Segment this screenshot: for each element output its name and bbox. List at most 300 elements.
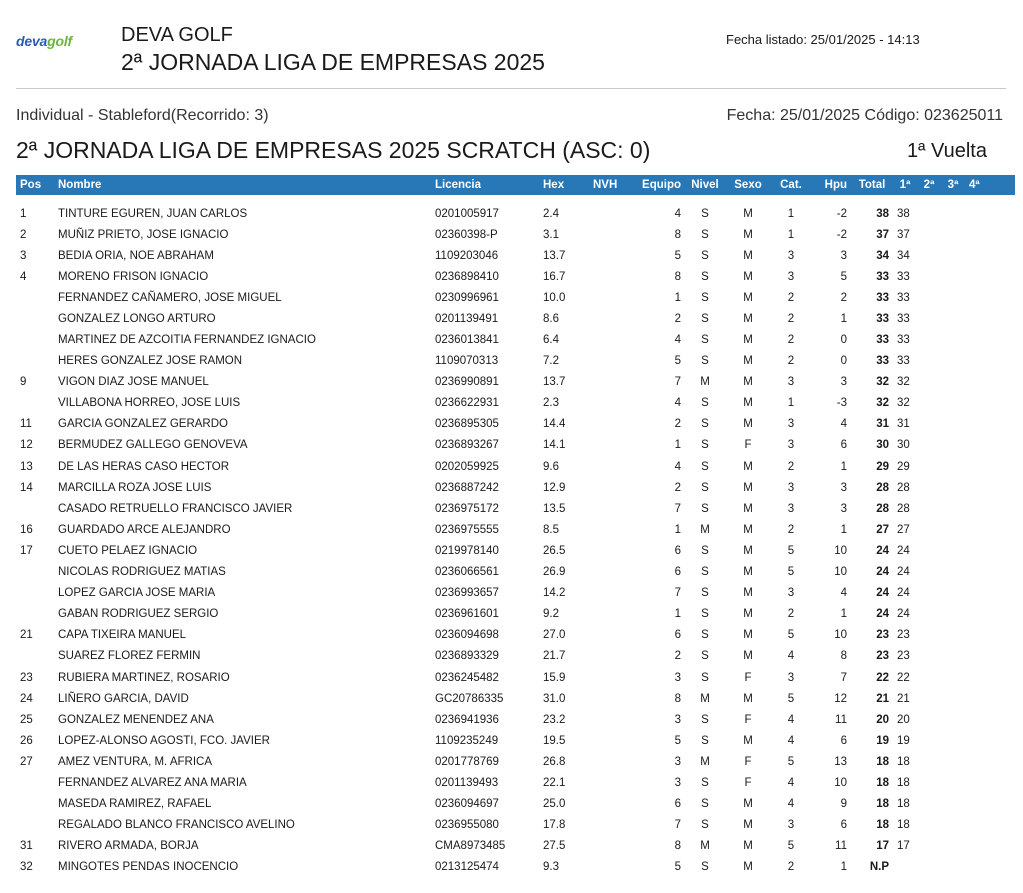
table-row	[16, 836, 1015, 857]
cell-nombre: LOPEZ-ALONSO AGOSTI, FCO. JAVIER	[58, 734, 270, 747]
date-and-code: Fecha: 25/01/2025 Código: 023625011	[726, 107, 1003, 124]
cell-nombre: MUÑIZ PRIETO, JOSE IGNACIO	[58, 228, 229, 241]
cell-hpu: 9	[840, 798, 847, 811]
cell-equipo: 4	[674, 397, 681, 410]
cell-cat: 2	[787, 355, 795, 368]
cell-nvh	[589, 815, 629, 836]
cell-r2	[917, 477, 941, 498]
cell-r3	[941, 287, 965, 308]
cell-nvh	[589, 604, 629, 625]
cell-sexo: M	[743, 861, 753, 874]
cell-sexo: M	[743, 587, 753, 600]
cell-sexo: M	[743, 355, 753, 368]
cell-pos: 32	[20, 861, 33, 874]
cell-nombre: BEDIA ORIA, NOE ABRAHAM	[58, 249, 214, 262]
deva-golf-logo: devagolf	[16, 33, 72, 49]
cell-hex: 2.4	[543, 207, 559, 220]
cell-equipo: 1	[674, 608, 681, 621]
cell-nivel: S	[701, 608, 709, 621]
cell-r4	[965, 604, 1015, 625]
cell-hex: 14.1	[543, 439, 566, 452]
cell-r3	[941, 414, 965, 435]
cell-licencia: 02360398-P	[435, 228, 498, 241]
column-header-nombre: Nombre	[54, 175, 431, 195]
cell-total: 38	[876, 207, 889, 220]
cell-equipo: 3	[674, 776, 681, 789]
cell-nombre: RIVERO ARMADA, BORJA	[58, 840, 199, 853]
cell-cat: 5	[787, 544, 795, 557]
cell-pos	[16, 498, 54, 519]
cell-pos: 1	[20, 207, 27, 220]
cell-nivel: S	[701, 776, 709, 789]
cell-r1: 19	[897, 734, 910, 747]
cell-total: 21	[876, 692, 889, 705]
cell-r2	[917, 815, 941, 836]
cell-equipo: 2	[674, 312, 681, 325]
cell-hpu: 11	[835, 840, 847, 853]
cell-total: 33	[876, 270, 889, 283]
cell-nivel: S	[701, 544, 709, 557]
cell-r1	[893, 857, 917, 878]
cell-r1: 37	[897, 228, 910, 241]
cell-r3	[941, 477, 965, 498]
cell-hex: 6.4	[543, 334, 559, 347]
cell-nivel: S	[701, 629, 709, 642]
cell-nivel: S	[701, 587, 709, 600]
cell-hex: 9.6	[543, 460, 559, 473]
column-header-r2: 2ª	[917, 175, 941, 195]
cell-nombre: MORENO FRISON IGNACIO	[58, 270, 209, 283]
cell-total: 24	[876, 544, 889, 557]
cell-licencia: 0213125474	[435, 861, 499, 874]
cell-nvh	[589, 730, 629, 751]
cell-nivel: S	[701, 481, 709, 494]
cell-licencia: 0236066561	[435, 566, 499, 579]
cell-hpu: 10	[834, 544, 847, 557]
cell-cat: 3	[787, 418, 795, 431]
cell-r2	[917, 794, 941, 815]
cell-r4	[965, 519, 1015, 540]
cell-hpu: 3	[840, 502, 847, 515]
cell-pos: 12	[20, 439, 33, 452]
cell-cat: 3	[787, 587, 795, 600]
table-row	[16, 245, 1015, 266]
cell-total: 17	[876, 840, 889, 853]
cell-hpu: 2	[840, 291, 847, 304]
cell-r3	[941, 646, 965, 667]
cell-cat: 4	[787, 650, 795, 663]
cell-licencia: 1109203046	[435, 249, 499, 262]
cell-hpu: 3	[840, 376, 847, 389]
cell-r1: 24	[897, 544, 910, 557]
cell-nivel: S	[701, 671, 709, 684]
cell-nombre: BERMUDEZ GALLEGO GENOVEVA	[58, 439, 248, 452]
cell-equipo: 4	[674, 334, 681, 347]
cell-hex: 3.1	[543, 228, 559, 241]
cell-r1: 32	[897, 397, 910, 410]
cell-hpu: 3	[840, 481, 847, 494]
cell-nvh	[589, 562, 629, 583]
cell-r2	[917, 266, 941, 287]
listing-date: Fecha listado: 25/01/2025 - 14:13	[726, 32, 920, 47]
table-row	[16, 583, 1015, 604]
cell-nvh	[589, 308, 629, 329]
cell-nvh	[589, 224, 629, 245]
cell-hex: 13.7	[543, 249, 566, 262]
cell-nvh	[589, 393, 629, 414]
cell-nombre: MARTINEZ DE AZCOITIA FERNANDEZ IGNACIO	[58, 334, 316, 347]
column-header-pos: Pos	[16, 175, 54, 195]
column-header-equipo: Equipo	[629, 175, 685, 195]
cell-nvh	[589, 351, 629, 372]
cell-r2	[917, 393, 941, 414]
cell-nombre: LIÑERO GARCIA, DAVID	[58, 692, 189, 705]
round-label: 1ª Vuelta	[906, 140, 987, 162]
cell-pos: 4	[20, 270, 27, 283]
cell-r4	[965, 414, 1015, 435]
cell-cat: 5	[787, 692, 795, 705]
cell-hpu: 1	[840, 312, 847, 325]
cell-r1: 23	[897, 650, 910, 663]
cell-total: 22	[876, 671, 889, 684]
cell-hpu: 11	[835, 713, 847, 726]
cell-pos: 31	[20, 840, 33, 853]
cell-sexo: M	[743, 249, 753, 262]
cell-cat: 1	[787, 397, 795, 410]
cell-hex: 19.5	[543, 734, 566, 747]
cell-pos: 26	[20, 734, 33, 747]
cell-sexo: M	[743, 734, 753, 747]
cell-total: 19	[876, 734, 889, 747]
cell-r4	[965, 287, 1015, 308]
cell-nvh	[589, 667, 629, 688]
cell-hpu: 6	[840, 819, 847, 832]
cell-hex: 25.0	[543, 798, 566, 811]
cell-total: 24	[876, 608, 889, 621]
table-row	[16, 435, 1015, 456]
cell-r3	[941, 730, 965, 751]
cell-licencia: 0201005917	[435, 207, 499, 220]
cell-cat: 1	[787, 228, 795, 241]
cell-r4	[965, 646, 1015, 667]
cell-pos: 17	[20, 544, 33, 557]
cell-licencia: 0201778769	[435, 755, 499, 768]
cell-hex: 23.2	[543, 713, 566, 726]
cell-cat: 2	[787, 523, 795, 536]
cell-licencia: 0236898410	[435, 270, 499, 283]
cell-total: 28	[876, 481, 889, 494]
cell-sexo: F	[744, 713, 752, 726]
cell-r2	[917, 224, 941, 245]
cell-pos: 24	[20, 692, 33, 705]
cell-nombre: CAPA TIXEIRA MANUEL	[58, 629, 187, 642]
table-row	[16, 562, 1015, 583]
cell-r2	[917, 583, 941, 604]
cell-r4	[965, 540, 1015, 561]
cell-equipo: 2	[674, 650, 681, 663]
cell-pos: 13	[20, 460, 33, 473]
cell-total: 34	[876, 249, 889, 262]
cell-nivel: S	[701, 861, 709, 874]
cell-licencia: 0236887242	[435, 481, 499, 494]
table-row	[16, 372, 1015, 393]
table-row	[16, 519, 1015, 540]
cell-r2	[917, 435, 941, 456]
cell-r2	[917, 329, 941, 350]
cell-hex: 26.9	[543, 566, 566, 579]
cell-nombre: NICOLAS RODRIGUEZ MATIAS	[58, 566, 226, 579]
cell-cat: 5	[787, 840, 795, 853]
cell-pos: 3	[20, 249, 27, 262]
table-row	[16, 224, 1015, 245]
cell-equipo: 1	[674, 439, 681, 452]
cell-total: 32	[876, 376, 889, 389]
cell-r3	[941, 604, 965, 625]
cell-r1: 33	[897, 270, 910, 283]
cell-r4	[965, 498, 1015, 519]
cell-nombre: TINTURE EGUREN, JUAN CARLOS	[58, 207, 248, 220]
cell-hpu: 8	[840, 650, 847, 663]
cell-sexo: M	[743, 650, 753, 663]
cell-hpu: -2	[836, 228, 847, 241]
table-row	[16, 456, 1015, 477]
cell-hpu: 4	[840, 587, 847, 600]
cell-nvh	[589, 456, 629, 477]
cell-total: 18	[876, 755, 889, 768]
cell-r2	[917, 498, 941, 519]
cell-licencia: 0236961601	[435, 608, 499, 621]
cell-r2	[917, 688, 941, 709]
cell-r2	[917, 372, 941, 393]
cell-hex: 9.3	[543, 861, 559, 874]
cell-nombre: FERNANDEZ CAÑAMERO, JOSE MIGUEL	[58, 291, 282, 304]
cell-nivel: S	[701, 566, 709, 579]
cell-nivel: S	[701, 439, 709, 452]
cell-r1: 28	[897, 481, 910, 494]
cell-licencia: 0230996961	[435, 291, 499, 304]
table-row	[16, 751, 1015, 772]
table-row	[16, 308, 1015, 329]
cell-equipo: 7	[674, 819, 681, 832]
cell-sexo: M	[743, 502, 753, 515]
cell-r1: 20	[897, 713, 910, 726]
cell-hex: 15.9	[543, 671, 566, 684]
cell-hex: 8.6	[543, 312, 559, 325]
cell-equipo: 1	[674, 523, 681, 536]
cell-licencia: 0236622931	[435, 397, 499, 410]
cell-hex: 7.2	[543, 355, 559, 368]
cell-r3	[941, 583, 965, 604]
cell-r4	[965, 836, 1015, 857]
cell-pos	[16, 583, 54, 604]
results-header	[16, 175, 1015, 195]
cell-licencia: 0236941936	[435, 713, 499, 726]
cell-nombre: GARCIA GONZALEZ GERARDO	[58, 418, 228, 431]
cell-pos	[16, 308, 54, 329]
cell-hex: 17.8	[543, 819, 566, 832]
table-row	[16, 266, 1015, 287]
cell-equipo: 3	[674, 755, 681, 768]
cell-nombre: RUBIERA MARTINEZ, ROSARIO	[58, 671, 230, 684]
column-header-cat: Cat.	[771, 175, 811, 195]
cell-nvh	[589, 498, 629, 519]
cell-sexo: F	[744, 755, 752, 768]
cell-equipo: 1	[674, 291, 681, 304]
cell-hex: 10.0	[543, 291, 566, 304]
cell-total: 28	[876, 502, 889, 515]
cell-equipo: 8	[674, 840, 681, 853]
cell-pos	[16, 329, 54, 350]
cell-licencia: 0236094697	[435, 798, 499, 811]
table-row	[16, 477, 1015, 498]
cell-nvh	[589, 794, 629, 815]
cell-licencia: 0219978140	[435, 544, 499, 557]
cell-hpu: 3	[840, 249, 847, 262]
cell-nombre: GUARDADO ARCE ALEJANDRO	[58, 523, 231, 536]
table-row	[16, 667, 1015, 688]
cell-r4	[965, 195, 1015, 224]
cell-licencia: 0236094698	[435, 629, 499, 642]
cell-pos	[16, 351, 54, 372]
table-row	[16, 498, 1015, 519]
cell-hpu: 1	[840, 608, 847, 621]
cell-sexo: M	[743, 418, 753, 431]
cell-equipo: 2	[674, 481, 681, 494]
cell-total: 18	[876, 819, 889, 832]
column-header-total: Total	[851, 175, 893, 195]
cell-total: 33	[876, 291, 889, 304]
cell-equipo: 8	[674, 228, 681, 241]
cell-r2	[917, 751, 941, 772]
cell-r4	[965, 709, 1015, 730]
cell-hpu: 0	[840, 355, 847, 368]
cell-nivel: M	[700, 376, 710, 389]
cell-sexo: M	[743, 460, 753, 473]
cell-licencia: 0236975555	[435, 523, 499, 536]
cell-sexo: M	[743, 523, 753, 536]
cell-equipo: 3	[674, 713, 681, 726]
cell-nvh	[589, 857, 629, 878]
cell-r1: 18	[897, 798, 910, 811]
cell-nvh	[589, 688, 629, 709]
cell-hpu: 13	[834, 755, 847, 768]
cell-r3	[941, 351, 965, 372]
cell-nvh	[589, 435, 629, 456]
cell-r1: 33	[897, 291, 910, 304]
cell-cat: 3	[787, 376, 795, 389]
cell-nvh	[589, 772, 629, 793]
cell-nivel: M	[700, 755, 710, 768]
cell-sexo: M	[743, 228, 753, 241]
cell-hpu: 1	[840, 523, 847, 536]
cell-pos	[16, 287, 54, 308]
cell-nvh	[589, 372, 629, 393]
game-format: Individual - Stableford(Recorrido: 3)	[16, 107, 269, 124]
cell-nombre: SUAREZ FLOREZ FERMIN	[58, 650, 201, 663]
cell-equipo: 2	[674, 418, 681, 431]
cell-nombre: LOPEZ GARCIA JOSE MARIA	[58, 587, 216, 600]
cell-r4	[965, 477, 1015, 498]
cell-r2	[917, 308, 941, 329]
cell-equipo: 5	[674, 249, 681, 262]
cell-r4	[965, 372, 1015, 393]
cell-nivel: M	[700, 840, 710, 853]
cell-r3	[941, 751, 965, 772]
cell-sexo: F	[744, 776, 752, 789]
cell-cat: 2	[787, 861, 795, 874]
cell-nombre: VIGON DIAZ JOSE MANUEL	[58, 376, 209, 389]
cell-total: 18	[876, 798, 889, 811]
cell-r2	[917, 519, 941, 540]
cell-nvh	[589, 540, 629, 561]
cell-r2	[917, 857, 941, 878]
cell-hex: 2.3	[543, 397, 559, 410]
cell-r3	[941, 625, 965, 646]
cell-nvh	[589, 519, 629, 540]
cell-hpu: -3	[836, 397, 847, 410]
cell-r4	[965, 667, 1015, 688]
cell-nombre: VILLABONA HORREO, JOSE LUIS	[58, 397, 241, 410]
cell-hpu: 4	[840, 418, 847, 431]
cell-nvh	[589, 477, 629, 498]
cell-cat: 4	[787, 734, 795, 747]
cell-r1: 33	[897, 355, 910, 368]
cell-r3	[941, 667, 965, 688]
table-row	[16, 329, 1015, 350]
cell-total: N.P	[869, 861, 889, 874]
cell-r3	[941, 794, 965, 815]
cell-nivel: S	[701, 312, 709, 325]
cell-hex: 14.4	[543, 418, 566, 431]
cell-r2	[917, 604, 941, 625]
cell-nivel: S	[701, 207, 709, 220]
cell-pos: 27	[20, 755, 33, 768]
cell-licencia: CMA8973485	[435, 840, 506, 853]
table-row	[16, 772, 1015, 793]
cell-nombre: GABAN RODRIGUEZ SERGIO	[58, 608, 219, 621]
cell-licencia: 0236895305	[435, 418, 499, 431]
cell-sexo: M	[743, 397, 753, 410]
cell-equipo: 6	[674, 544, 681, 557]
cell-hpu: 10	[834, 776, 847, 789]
cell-r3	[941, 540, 965, 561]
cell-r3	[941, 393, 965, 414]
cell-total: 23	[876, 650, 889, 663]
cell-pos: 25	[20, 713, 33, 726]
cell-r1: 27	[897, 523, 910, 536]
cell-nvh	[589, 751, 629, 772]
table-row	[16, 351, 1015, 372]
cell-r2	[917, 709, 941, 730]
cell-cat: 2	[787, 291, 795, 304]
cell-total: 33	[876, 312, 889, 325]
cell-pos: 21	[20, 629, 33, 642]
cell-cat: 4	[787, 776, 795, 789]
cell-r4	[965, 730, 1015, 751]
cell-sexo: M	[743, 798, 753, 811]
column-header-hex: Hex	[539, 175, 589, 195]
table-row	[16, 646, 1015, 667]
cell-equipo: 8	[674, 692, 681, 705]
cell-nombre: REGALADO BLANCO FRANCISCO AVELINO	[58, 819, 295, 832]
cell-r2	[917, 562, 941, 583]
cell-equipo: 5	[674, 734, 681, 747]
cell-nvh	[589, 709, 629, 730]
cell-equipo: 6	[674, 566, 681, 579]
cell-r1: 22	[897, 671, 910, 684]
cell-sexo: F	[744, 439, 752, 452]
cell-equipo: 5	[674, 355, 681, 368]
